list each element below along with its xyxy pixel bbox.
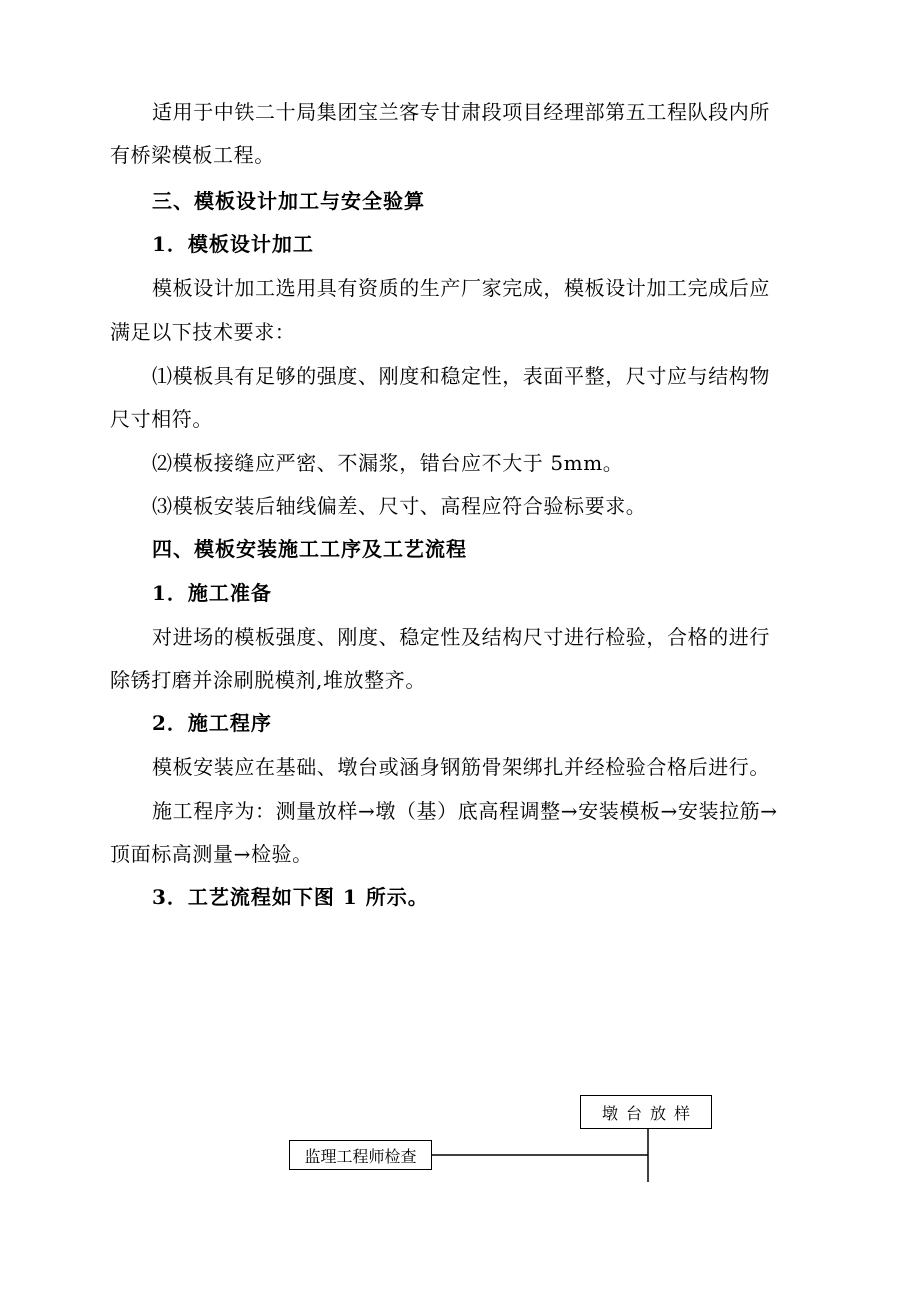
section-4-3-heading: 3．工艺流程如下图 1 所示。 [152,885,429,909]
requirement-2: ⑵模板接缝应严密、不漏浆，错台应不大于 5mm。 [152,451,624,475]
design-text-line-2: 满足以下技术要求： [110,320,296,344]
procedure-text-1: 模板安装应在基础、墩台或涵身钢筋骨架绑扎并经检验合格后进行。 [152,755,770,779]
design-text-line-1: 模板设计加工选用具有资质的生产厂家完成，模板设计加工完成后应 [152,276,770,300]
preparation-line-1: 对进场的模板强度、刚度、稳定性及结构尺寸进行检验，合格的进行 [152,625,770,649]
section-3-1-heading: 1．模板设计加工 [152,232,314,256]
scope-line-2: 有桥梁模板工程。 [110,143,275,167]
flow-node-supervisor-check: 监理工程师检查 [289,1140,432,1170]
section-4-1-heading: 1．施工准备 [152,581,272,605]
procedure-text-2-line-2: 顶面标高测量→检验。 [110,842,313,866]
section-4-2-heading: 2．施工程序 [152,711,272,735]
requirement-3: ⑶模板安装后轴线偏差、尺寸、高程应符合验标要求。 [152,494,647,518]
preparation-line-2: 除锈打磨并涂刷脱模剂,堆放整齐。 [110,668,426,692]
flow-node-pier-layout: 墩台放样 [580,1095,712,1129]
scope-line-1: 适用于中铁二十局集团宝兰客专甘肃段项目经理部第五工程队段内所 [152,100,770,124]
section-4-heading: 四、模板安装施工工序及工艺流程 [152,537,467,561]
requirement-1-line-2: 尺寸相符。 [110,407,213,431]
requirement-1-line-1: ⑴模板具有足够的强度、刚度和稳定性，表面平整，尺寸应与结构物 [152,364,770,388]
section-3-heading: 三、模板设计加工与安全验算 [152,189,425,213]
procedure-text-2-line-1: 施工程序为：测量放样→墩（基）底高程调整→安装模板→安装拉筋→ [152,799,778,823]
